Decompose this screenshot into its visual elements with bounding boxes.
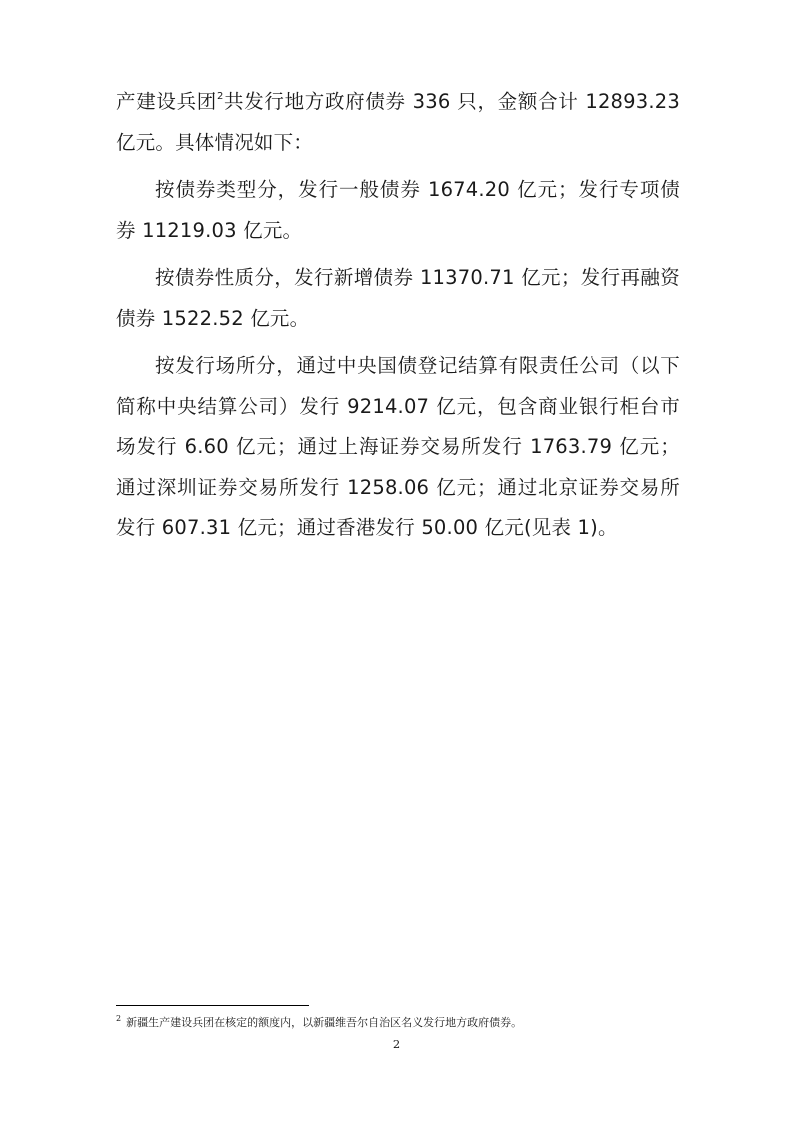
footnote-divider <box>116 1005 309 1006</box>
paragraph-by-bond-type: 按债券类型分，发行一般债券 1674.20 亿元；发行专项债券 11219.03 亿元。 <box>116 178 680 242</box>
document-body <box>116 82 680 549</box>
paragraph-by-bond-nature: 按债券性质分，发行新增债券 11370.71 亿元；发行再融资债券 1522.52 亿元。 <box>116 266 680 330</box>
paragraph-text: 产建设兵团 <box>116 90 217 113</box>
footnote <box>116 1015 680 1031</box>
paragraph-issuance-summary <box>116 82 680 163</box>
page-number: 2 <box>392 1037 401 1051</box>
paragraph-by-venue: 按发行场所分，通过中央国债登记结算有限责任公司（以下简称中央结算公司）发行 9214.07 亿元，包含商业银行柜台市场发行 6.60 亿元；通过上海证券交易所发行 1763.79 亿元；通过深圳证券交易所发行 1258.06 亿元；通过北京证券交易所发行 607.31 亿元；通过香港发行 50.00 亿元(见表 1)。 <box>116 354 680 539</box>
paragraph-text: 共发行地方政府债券 336 只，金额合计 12893.23 亿元。具体情况如下： <box>116 90 680 154</box>
footnote-mark: 2 <box>116 1014 122 1024</box>
footnote-reference[interactable]: 2 <box>216 90 224 102</box>
footnote-text: 新疆生产建设兵团在核定的额度内，以新疆维吾尔自治区名义发行地方政府债券。 <box>126 1016 523 1029</box>
